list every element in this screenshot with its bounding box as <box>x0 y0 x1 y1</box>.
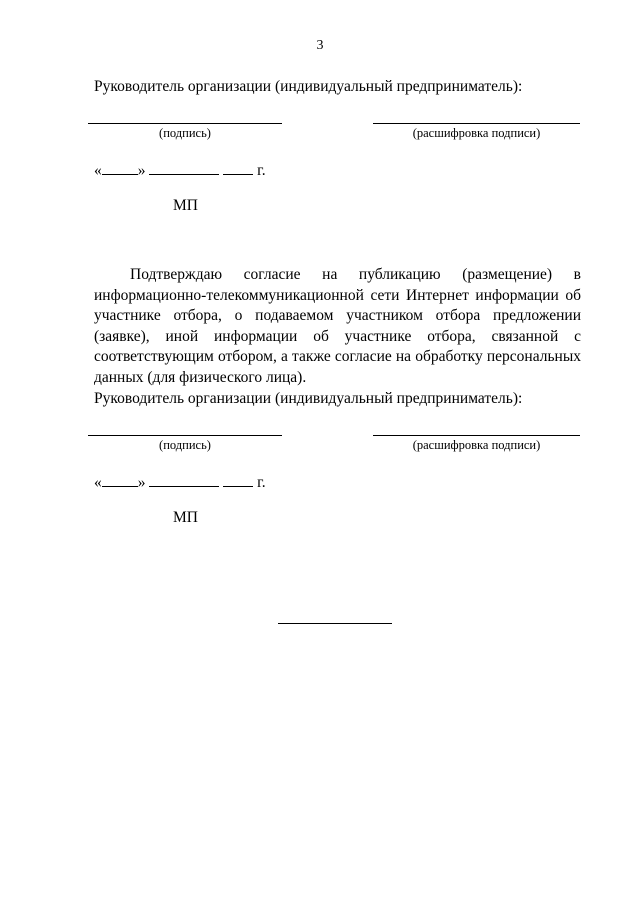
date-open-quote: « <box>94 162 102 179</box>
date-year-blank[interactable] <box>223 474 253 487</box>
date-line-2 <box>94 474 266 492</box>
stamp-label: МП <box>173 197 198 214</box>
signature-decoding-caption: (расшифровка подписи) <box>412 126 541 140</box>
date-year-suffix: г. <box>257 162 266 179</box>
date-day-blank[interactable] <box>102 162 138 175</box>
signature-decoding-caption-2: (расшифровка подписи) <box>412 438 541 452</box>
stamp-label-2: МП <box>173 509 198 526</box>
date-open-quote: « <box>94 474 102 491</box>
signature-decoding-line[interactable] <box>373 123 580 124</box>
head-of-organization-label-2: Руководитель организации (индивидуальный предприниматель): <box>94 390 523 407</box>
date-year-blank[interactable] <box>223 162 253 175</box>
signature-line[interactable] <box>88 123 282 124</box>
date-close-quote: » <box>137 162 146 179</box>
date-day-blank[interactable] <box>102 474 138 487</box>
date-year-suffix: г. <box>257 474 266 491</box>
date-line <box>94 162 266 180</box>
signature-decoding-line-2[interactable] <box>373 435 580 436</box>
signature-caption-2: (подпись) <box>159 438 211 452</box>
date-month-blank[interactable] <box>149 162 219 175</box>
page-number: 3 <box>316 38 324 53</box>
date-close-quote: » <box>137 474 146 491</box>
consent-paragraph: Подтверждаю согласие на публикацию (размещение) в информационно-телекоммуникационной сети Интернет информации об участнике отбора, о подаваемом участником отбора предложении (заявке), иной информации об участнике отбора, связанной с соответствующим отбором, а также согласие на обработку персональных данных (для физического лица). <box>94 266 581 386</box>
head-of-organization-label: Руководитель организации (индивидуальный предприниматель): <box>94 78 523 95</box>
signature-line-2[interactable] <box>88 435 282 436</box>
footer-separator-line <box>278 623 392 624</box>
signature-caption: (подпись) <box>159 126 211 140</box>
date-month-blank[interactable] <box>149 474 219 487</box>
